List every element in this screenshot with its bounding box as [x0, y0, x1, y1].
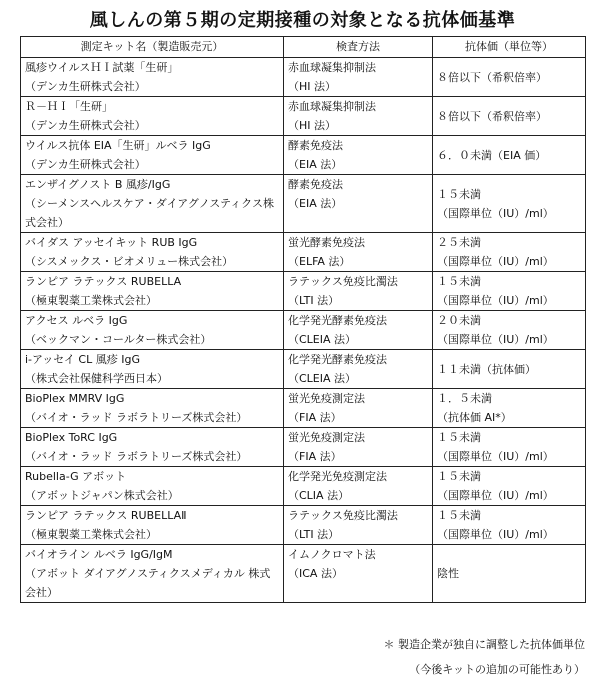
- kit-cell-line: （極東製薬工業株式会社）: [25, 294, 157, 307]
- method-cell-line: （FIA 法）: [288, 450, 342, 463]
- kit-cell: [21, 389, 284, 428]
- method-cell-line: （LTI 法）: [288, 294, 340, 307]
- kit-cell-line: （アボット ダイアグノスティクスメディカル 株式会社）: [25, 567, 271, 599]
- kit-cell: [21, 311, 284, 350]
- kit-cell-line: （デンカ生研株式会社）: [25, 158, 146, 171]
- value-cell: [433, 311, 586, 350]
- remark-text: （今後キットの追加の可能性あり）: [409, 663, 585, 676]
- kit-cell-line: Ｒ－ＨＩ「生研」: [25, 100, 113, 113]
- kit-cell-line: Rubella-G アボット: [25, 470, 127, 483]
- method-cell-line: ラテックス免疫比濁法: [288, 509, 398, 522]
- table-row: [21, 428, 586, 467]
- table-row: [21, 389, 586, 428]
- value-cell-line: ６．０未満（EIA 価）: [437, 148, 547, 162]
- value-cell-line: １５未満: [437, 431, 481, 444]
- method-cell: [284, 272, 433, 311]
- value-cell: [433, 467, 586, 506]
- kit-cell-line: （シスメックス・ビオメリュー株式会社）: [25, 255, 234, 268]
- table-row: [21, 136, 586, 175]
- value-cell-line: １．５未満: [437, 392, 492, 405]
- value-cell: [433, 233, 586, 272]
- value-cell-line: ８倍以下（希釈倍率）: [437, 70, 547, 84]
- header-method: 検査方法: [284, 37, 433, 58]
- method-cell-line: （FIA 法）: [288, 411, 342, 424]
- kit-cell: [21, 467, 284, 506]
- method-cell-line: （ELFA 法）: [288, 255, 351, 268]
- kit-cell-line: i-アッセイ CL 風疹 IgG: [25, 353, 140, 366]
- kit-cell-line: BioPlex MMRV IgG: [25, 392, 125, 405]
- method-cell: [284, 506, 433, 545]
- table-row: [21, 175, 586, 233]
- value-cell-line: （国際単位（IU）/ml）: [437, 489, 554, 502]
- kit-cell: [21, 428, 284, 467]
- kit-cell-line: 風疹ウイルスＨＩ試薬「生研」: [25, 61, 179, 74]
- kit-cell-line: （株式会社保健科学西日本）: [25, 372, 168, 385]
- header-value: 抗体価（単位等）: [433, 37, 586, 58]
- kit-cell-line: （極東製薬工業株式会社）: [25, 528, 157, 541]
- value-cell-line: １５未満: [437, 470, 481, 483]
- kit-cell-line: アクセス ルベラ IgG: [25, 314, 128, 327]
- method-cell: [284, 350, 433, 389]
- method-cell-line: （CLEIA 法）: [288, 333, 357, 346]
- kit-cell: [21, 506, 284, 545]
- kit-cell-line: （ベックマン・コールター株式会社）: [25, 333, 212, 346]
- value-cell-line: （国際単位（IU）/ml）: [437, 294, 554, 307]
- kit-cell-line: （バイオ・ラッド ラボラトリーズ株式会社）: [25, 411, 248, 424]
- method-cell-line: 化学発光酵素免疫法: [288, 353, 387, 366]
- value-cell-line: （国際単位（IU）/ml）: [437, 528, 554, 541]
- method-cell: [284, 467, 433, 506]
- table-row: [21, 58, 586, 97]
- method-cell-line: （LTI 法）: [288, 528, 340, 541]
- method-cell-line: （HI 法）: [288, 119, 337, 132]
- table-row: [21, 97, 586, 136]
- kit-cell: [21, 136, 284, 175]
- value-cell-line: （国際単位（IU）/ml）: [437, 206, 554, 220]
- kit-cell-line: バイオライン ルベラ IgG/IgM: [25, 548, 173, 561]
- value-cell: [433, 136, 586, 175]
- kit-cell: [21, 272, 284, 311]
- value-cell-line: （国際単位（IU）/ml）: [437, 255, 554, 268]
- method-cell-line: （CLEIA 法）: [288, 372, 357, 385]
- document-title: 風しんの第５期の定期接種の対象となる抗体価基準: [89, 10, 516, 31]
- value-cell: [433, 58, 586, 97]
- table-body: [21, 58, 586, 603]
- table-row: [21, 506, 586, 545]
- method-cell-line: 酵素免疫法: [288, 178, 343, 191]
- kit-cell: [21, 175, 284, 233]
- kit-cell-line: バイダス アッセイキット RUB IgG: [25, 236, 198, 249]
- method-cell: [284, 97, 433, 136]
- method-cell-line: 化学発光免疫測定法: [288, 470, 387, 483]
- method-cell: [284, 136, 433, 175]
- kit-cell-line: ウイルス抗体 EIA「生研」ルベラ IgG: [25, 139, 211, 152]
- kit-cell-line: エンザイグノスト B 風疹/IgG: [25, 178, 171, 191]
- value-cell-line: ８倍以下（希釈倍率）: [437, 109, 547, 123]
- method-cell-line: （CLIA 法）: [288, 489, 350, 502]
- value-cell-line: １５未満: [437, 509, 481, 522]
- method-cell: [284, 175, 433, 233]
- method-cell-line: （ICA 法）: [288, 567, 343, 580]
- method-cell-line: 酵素免疫法: [288, 139, 343, 152]
- method-cell-line: イムノクロマト法: [288, 548, 376, 561]
- method-cell: [284, 428, 433, 467]
- value-cell-line: １１未満（抗体価）: [437, 362, 536, 376]
- kit-cell: [21, 350, 284, 389]
- header-kit: 測定キット名（製造販売元）: [21, 37, 284, 58]
- value-cell-line: １５未満: [437, 275, 481, 288]
- method-cell: [284, 389, 433, 428]
- value-cell: [433, 272, 586, 311]
- table-row: [21, 545, 586, 603]
- value-cell: [433, 506, 586, 545]
- method-cell-line: ラテックス免疫比濁法: [288, 275, 398, 288]
- kit-cell: [21, 545, 284, 603]
- method-cell: [284, 311, 433, 350]
- value-cell-line: （抗体価 AI*）: [437, 411, 512, 424]
- value-cell: [433, 350, 586, 389]
- value-cell-line: 陰性: [437, 567, 459, 580]
- method-cell-line: 蛍光免疫測定法: [288, 392, 365, 405]
- table-row: [21, 272, 586, 311]
- value-cell-line: １５未満: [437, 187, 481, 201]
- kit-cell-line: （デンカ生研株式会社）: [25, 80, 146, 93]
- table-header-row: [21, 37, 586, 58]
- method-cell-line: 蛍光酵素免疫法: [288, 236, 365, 249]
- kit-cell-line: （デンカ生研株式会社）: [25, 119, 146, 132]
- kit-cell-line: BioPlex ToRC IgG: [25, 431, 118, 444]
- footnote-text: ＊ 製造企業が独自に調整した抗体価単位: [383, 638, 585, 651]
- kit-cell-line: （アボットジャパン株式会社）: [25, 489, 179, 502]
- table-row: [21, 233, 586, 272]
- value-cell: [433, 389, 586, 428]
- value-cell-line: ２５未満: [437, 236, 481, 249]
- method-cell-line: （EIA 法）: [288, 197, 343, 210]
- value-cell-line: （国際単位（IU）/ml）: [437, 333, 554, 346]
- table-row: [21, 350, 586, 389]
- value-cell: [433, 97, 586, 136]
- kit-cell-line: （バイオ・ラッド ラボラトリーズ株式会社）: [25, 450, 248, 463]
- value-cell: [433, 175, 586, 233]
- kit-cell: [21, 97, 284, 136]
- kit-cell-line: ランピア ラテックス RUBELLA: [25, 275, 182, 288]
- method-cell-line: （HI 法）: [288, 80, 337, 93]
- value-cell: [433, 545, 586, 603]
- method-cell-line: 蛍光免疫測定法: [288, 431, 365, 444]
- value-cell: [433, 428, 586, 467]
- kit-cell: [21, 58, 284, 97]
- method-cell-line: 化学発光酵素免疫法: [288, 314, 387, 327]
- antibody-criteria-table: [20, 36, 586, 603]
- method-cell-line: 赤血球凝集抑制法: [288, 61, 376, 74]
- method-cell: [284, 58, 433, 97]
- kit-cell-line: （シーメンスヘルスケア・ダイアグノスティクス株式会社）: [25, 197, 275, 229]
- kit-cell-line: ランピア ラテックス RUBELLAⅡ: [25, 509, 187, 522]
- method-cell-line: 赤血球凝集抑制法: [288, 100, 376, 113]
- table-row: [21, 311, 586, 350]
- method-cell: [284, 233, 433, 272]
- method-cell-line: （EIA 法）: [288, 158, 343, 171]
- value-cell-line: （国際単位（IU）/ml）: [437, 450, 554, 463]
- kit-cell: [21, 233, 284, 272]
- method-cell: [284, 545, 433, 603]
- table-row: [21, 467, 586, 506]
- value-cell-line: ２０未満: [437, 314, 481, 327]
